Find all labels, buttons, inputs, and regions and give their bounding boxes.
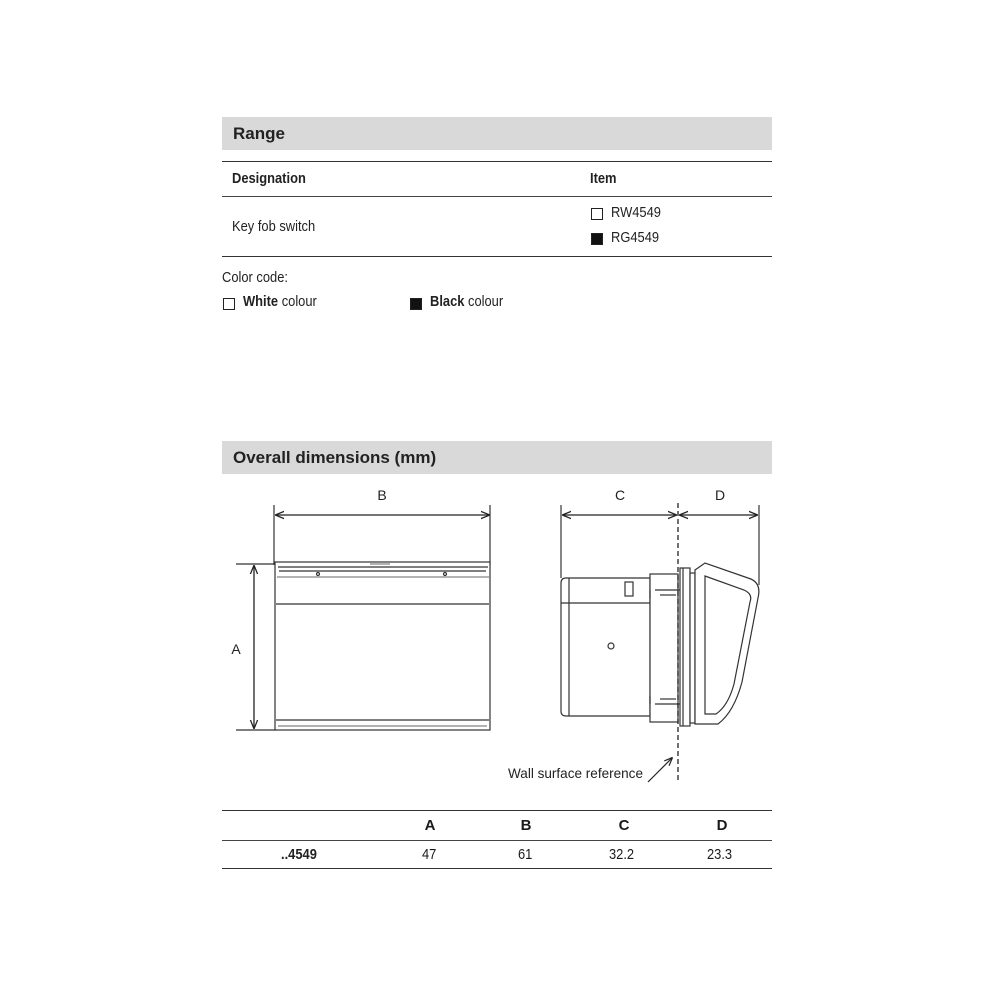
front-view [236, 505, 490, 730]
wall-reference-leader [648, 758, 672, 782]
dims-table-bottom-rule [222, 868, 772, 869]
dims-header-rule [222, 840, 772, 841]
designation-column-header: Designation [232, 170, 306, 187]
legend-white-label: White colour [243, 293, 317, 310]
dims-header-a: A [424, 817, 436, 834]
dims-value-b: 61 [517, 846, 533, 863]
dims-value-c: 32.2 [609, 846, 635, 863]
item-code-black: RG4549 [611, 229, 660, 246]
dimensions-title: Overall dimensions (mm) [233, 448, 437, 467]
dims-row-label: ..4549 [281, 846, 317, 863]
side-view [561, 505, 759, 726]
label-b: B [377, 487, 387, 503]
dims-header-d: D [716, 817, 728, 834]
label-c: C [614, 487, 626, 503]
dims-table-top-rule [222, 810, 772, 811]
label-d: D [714, 487, 726, 503]
wall-surface-label: Wall surface reference [508, 765, 644, 781]
dims-header-b: B [520, 817, 532, 834]
label-a: A [231, 641, 241, 657]
legend-black-label: Black colour [430, 293, 504, 310]
item-code-white: RW4549 [611, 204, 661, 221]
dims-value-a: 47 [421, 846, 437, 863]
range-title: Range [233, 124, 285, 143]
dims-value-d: 23.3 [707, 846, 733, 863]
dims-header-c: C [618, 817, 630, 834]
color-code-label: Color code: [222, 269, 288, 286]
item-column-header: Item [590, 170, 617, 187]
designation-cell: Key fob switch [232, 218, 316, 235]
